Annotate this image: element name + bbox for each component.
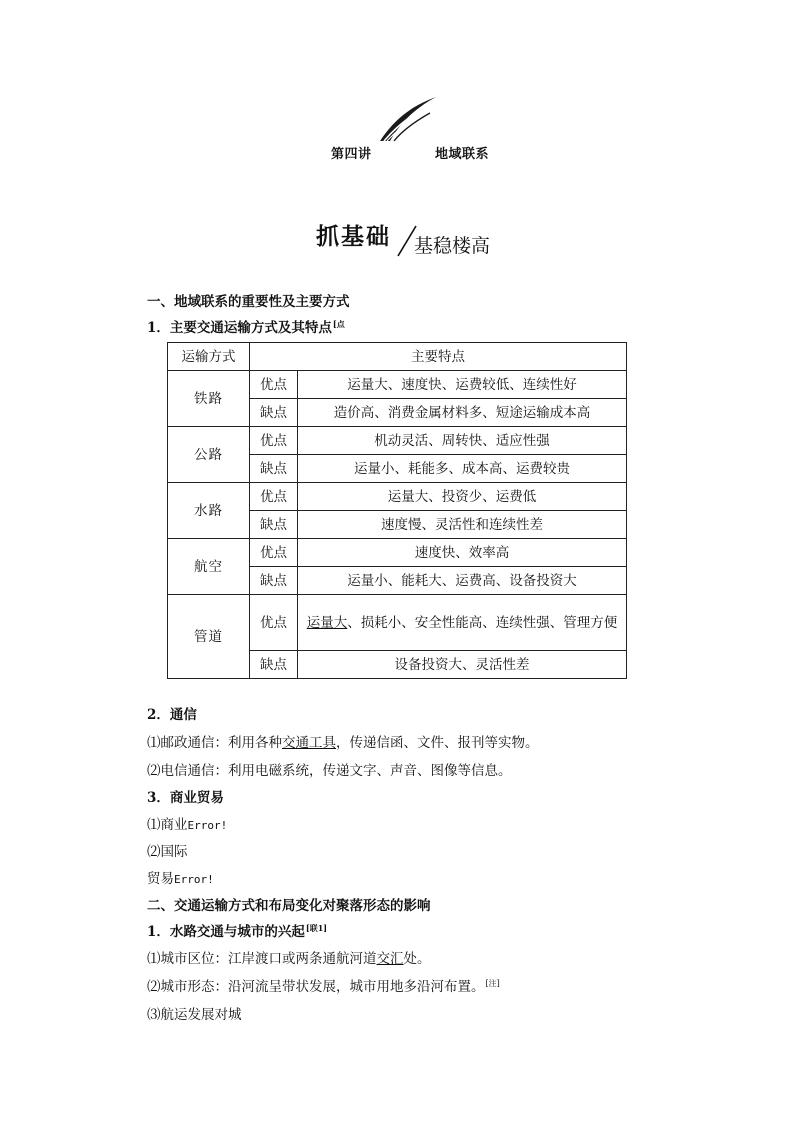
section1-item2-title: 2．通信 bbox=[147, 707, 197, 723]
con-text: 设备投资大、灵活性差 bbox=[298, 651, 627, 679]
mode-cell-air: 航空 bbox=[168, 539, 250, 595]
con-text: 运量小、能耗大、运费高、设备投资大 bbox=[298, 567, 627, 595]
mode-cell-rail: 铁路 bbox=[168, 371, 250, 427]
con-text: 速度慢、灵活性和连续性差 bbox=[298, 511, 627, 539]
pro-label: 优点 bbox=[250, 595, 298, 651]
con-label: 缺点 bbox=[250, 399, 298, 427]
commerce-line bbox=[147, 813, 227, 833]
pro-text-rest: 、损耗小、安全性能高、连续性强、管理方便 bbox=[347, 614, 618, 631]
postal-text-underlined: 交通工具 bbox=[282, 735, 336, 751]
mode-cell-water: 水路 bbox=[168, 483, 250, 539]
lesson-title: 地域联系 bbox=[435, 147, 490, 162]
pro-text: 速度快、效率高 bbox=[298, 539, 627, 567]
section1-item1-title bbox=[147, 316, 345, 336]
trade-text: 贸易 bbox=[147, 871, 174, 887]
city-form-text: ⑵城市形态：沿河流呈带状发展，城市用地多沿河布置。 bbox=[147, 979, 485, 995]
banner-title: 抓基础 bbox=[316, 224, 391, 250]
international-line: ⑵国际 bbox=[147, 844, 188, 860]
table-row bbox=[168, 483, 627, 511]
section2-item1-title bbox=[147, 920, 327, 940]
pro-text: 运量大、速度快、运费较低、连续性好 bbox=[298, 371, 627, 399]
item1-title-text: 1．主要交通运输方式及其特点 bbox=[147, 320, 332, 336]
con-label: 缺点 bbox=[250, 651, 298, 679]
city-location-text-b: 处。 bbox=[403, 951, 431, 967]
header-cell-features: 主要特点 bbox=[250, 343, 627, 371]
point-note-marker: [点 bbox=[332, 318, 345, 329]
pro-label: 优点 bbox=[250, 539, 298, 567]
header-cell-mode: 运输方式 bbox=[168, 343, 250, 371]
table-row bbox=[168, 427, 627, 455]
table-row bbox=[168, 539, 627, 567]
swoosh-logo-icon bbox=[378, 95, 438, 143]
lesson-number: 第四讲 bbox=[331, 147, 372, 162]
pro-text: 运量大、投资少、运费低 bbox=[298, 483, 627, 511]
trade-error-text: Error! bbox=[174, 873, 214, 886]
section1-heading: 一、地域联系的重要性及主要方式 bbox=[147, 294, 350, 310]
pro-label: 优点 bbox=[250, 427, 298, 455]
table-header-row bbox=[168, 343, 627, 371]
table-row bbox=[168, 371, 627, 399]
mode-cell-road: 公路 bbox=[168, 427, 250, 483]
postal-line bbox=[147, 731, 539, 751]
telecom-line: ⑵电信通信：利用电磁系统，传递文字、声音、图像等信息。 bbox=[147, 763, 512, 779]
con-label: 缺点 bbox=[250, 511, 298, 539]
pro-label: 优点 bbox=[250, 483, 298, 511]
commerce-error-text: Error! bbox=[187, 819, 228, 832]
table-row bbox=[168, 595, 627, 651]
transport-table bbox=[167, 342, 627, 679]
city-location-underlined: 交汇 bbox=[376, 951, 404, 967]
con-label: 缺点 bbox=[250, 455, 298, 483]
commerce-text: ⑴商业 bbox=[147, 817, 188, 833]
postal-text-b: ，传递信函、文件、报刊等实物。 bbox=[336, 735, 539, 751]
banner-subtitle: 基稳楼高 bbox=[414, 235, 491, 257]
city-location-text-a: ⑴城市区位：江岸渡口或两条通航河道 bbox=[147, 951, 377, 967]
annotation-note-marker: [注] bbox=[485, 978, 500, 988]
trade-line bbox=[147, 867, 214, 887]
con-label: 缺点 bbox=[250, 567, 298, 595]
shipping-line: ⑶航运发展对城 bbox=[147, 1007, 242, 1023]
link-note-marker: [联1] bbox=[305, 922, 328, 933]
pro-text bbox=[298, 595, 627, 651]
postal-text-a: ⑴邮政通信：利用各种 bbox=[147, 735, 282, 751]
con-text: 造价高、消费金属材料多、短途运输成本高 bbox=[298, 399, 627, 427]
mode-cell-pipeline: 管道 bbox=[168, 595, 250, 679]
section2-item1-title-text: 1．水路交通与城市的兴起 bbox=[147, 924, 305, 940]
pro-text: 机动灵活、周转快、适应性强 bbox=[298, 427, 627, 455]
pro-text-underlined: 运量大 bbox=[306, 614, 348, 631]
city-location-line bbox=[147, 947, 431, 967]
pro-label: 优点 bbox=[250, 371, 298, 399]
con-text: 运量小、耗能多、成本高、运费较贵 bbox=[298, 455, 627, 483]
section2-heading: 二、交通运输方式和布局变化对聚落形态的影响 bbox=[147, 898, 431, 914]
city-form-line bbox=[147, 975, 500, 995]
section1-item3-title: 3．商业贸易 bbox=[147, 790, 224, 806]
